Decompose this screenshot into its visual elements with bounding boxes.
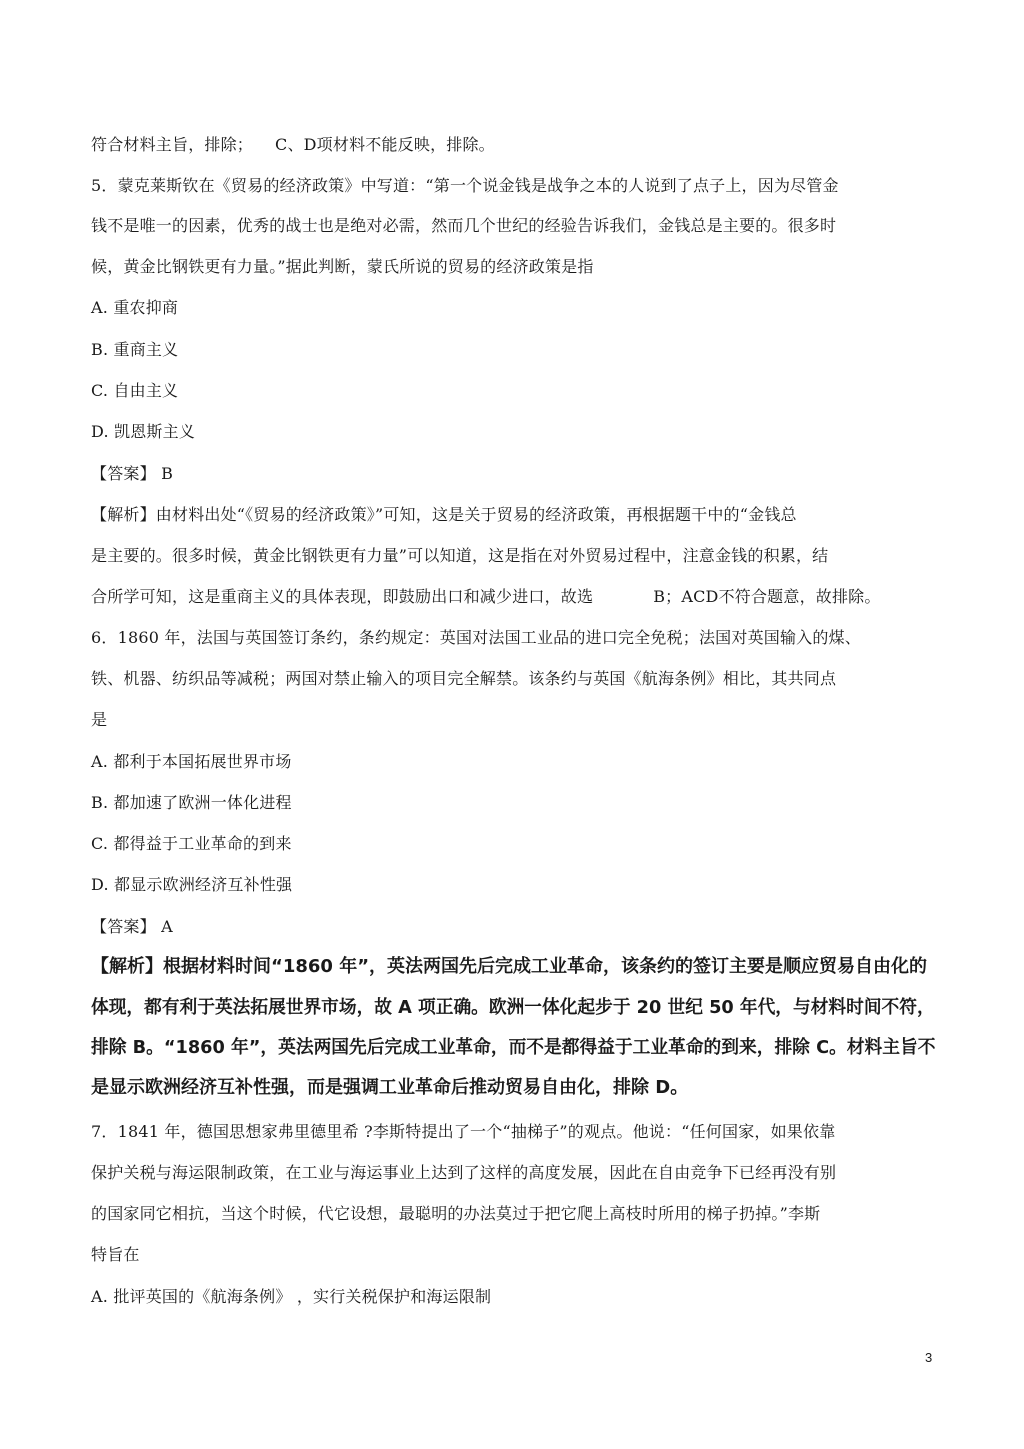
question-7-line-3: 的国家同它相抗，当这个时候，代它设想，最聪明的办法莫过于把它爬上高枝时所用的梯子扔掉。”李斯 xyxy=(91,1204,821,1223)
text-segment: 合所学可知，这是重商主义的具体表现，即鼓励出口和减少进口，故选 xyxy=(91,587,594,606)
question-6-explanation-line-3: 排除 B。“1860 年”，英法两国先后完成工业革命，而不是都得益于工业革命的到来，排除 C。材料主旨不 xyxy=(91,1037,936,1058)
question-5-option-b: B. 重商主义 xyxy=(91,340,179,359)
question-7-line-2: 保护关税与海运限制政策，在工业与海运事业上达到了这样的高度发展，因此在自由竞争下已经再没有别 xyxy=(91,1163,837,1182)
question-5-answer: 【答案】 B xyxy=(91,464,174,483)
question-6-option-c: C. 都得益于工业革命的到来 xyxy=(91,834,292,853)
text-segment: C、D项材料不能反映，排除。 xyxy=(275,135,495,154)
question-5-option-a: A. 重农抑商 xyxy=(91,298,179,317)
question-5-explanation-line-1: 【解析】由材料出处“《贸易的经济政策》”可知，这是关于贸易的经济政策，再根据题干中的“金钱总 xyxy=(91,505,797,524)
text-segment: 符合材料主旨，排除； xyxy=(91,135,254,154)
question-6-line-2: 铁、机器、纺织品等减税；两国对禁止输入的项目完全解禁。该条约与英国《航海条例》相比，其共同点 xyxy=(91,669,837,688)
question-5-line-1: 5．蒙克莱斯钦在《贸易的经济政策》中写道：“第一个说金钱是战争之本的人说到了点子上，因为尽管金 xyxy=(91,176,839,195)
text-segment: B；ACD不符合题意，故排除。 xyxy=(653,587,881,606)
question-6-option-b: B. 都加速了欧洲一体化进程 xyxy=(91,793,292,812)
question-5-option-d: D. 凯恩斯主义 xyxy=(91,422,196,441)
question-6-explanation-line-4: 是显示欧洲经济互补性强，而是强调工业革命后推动贸易自由化，排除 D。 xyxy=(91,1077,689,1098)
question-5-line-3: 候，黄金比钢铁更有力量。”据此判断，蒙氏所说的贸易的经济政策是指 xyxy=(91,257,594,276)
page-number: 3 xyxy=(925,1350,933,1365)
text-line xyxy=(91,135,495,155)
question-6-explanation-line-1: 【解析】根据材料时间“1860 年”，英法两国先后完成工业革命，该条约的签订主要是顺应贸易自由化的 xyxy=(91,956,928,977)
question-5-option-c: C. 自由主义 xyxy=(91,381,179,400)
question-5-explanation-line-3 xyxy=(91,587,881,607)
question-5-explanation-line-2: 是主要的。很多时候，黄金比钢铁更有力量”可以知道，这是指在对外贸易过程中，注意金钱的积累，结 xyxy=(91,546,829,565)
question-6-line-3: 是 xyxy=(91,710,108,729)
question-6-explanation-line-2: 体现，都有利于英法拓展世界市场，故 A 项正确。欧洲一体化起步于 20 世纪 50 年代，与材料时间不符， xyxy=(91,997,935,1018)
question-6-line-1: 6．1860 年，法国与英国签订条约，条约规定：英国对法国工业品的进口完全免税；法国对英国输入的煤、 xyxy=(91,628,861,647)
question-5-line-2: 钱不是唯一的因素，优秀的战士也是绝对必需，然而几个世纪的经验告诉我们，金钱总是主要的。很多时 xyxy=(91,216,837,235)
question-7-line-1: 7．1841 年，德国思想家弗里德里希 ?李斯特提出了一个“抽梯子”的观点。他说：“任何国家，如果依靠 xyxy=(91,1122,836,1141)
question-7-line-4: 特旨在 xyxy=(91,1245,140,1264)
question-7-option-a: A. 批评英国的《航海条例》 ，实行关税保护和海运限制 xyxy=(91,1287,492,1306)
question-6-answer: 【答案】 A xyxy=(91,917,173,936)
question-6-option-a: A. 都利于本国拓展世界市场 xyxy=(91,752,292,771)
question-6-option-d: D. 都显示欧洲经济互补性强 xyxy=(91,875,293,894)
